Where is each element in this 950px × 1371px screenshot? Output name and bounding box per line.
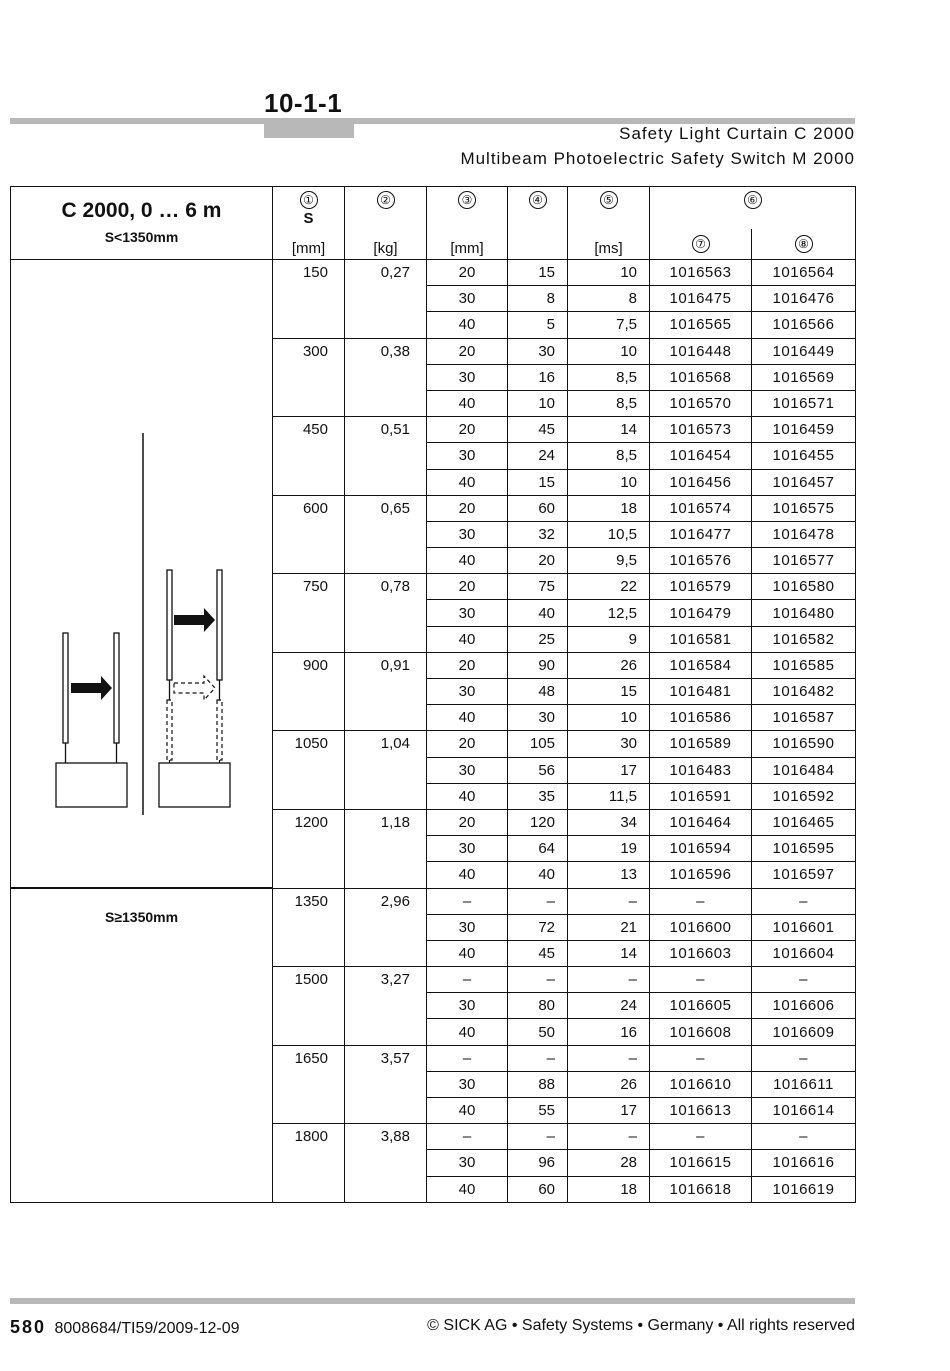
- response-time-value: 8,5: [568, 443, 650, 469]
- scanning-height-value: 150: [273, 260, 345, 339]
- resolution-value: 30: [427, 600, 508, 626]
- article-number-8: 1016478: [752, 521, 856, 547]
- resolution-value: 30: [427, 993, 508, 1019]
- article-number-7: 1016573: [650, 417, 752, 443]
- beam-count-value: 20: [508, 548, 568, 574]
- article-number-7: 1016610: [650, 1071, 752, 1097]
- response-time-value: 8: [568, 286, 650, 312]
- circled-8-icon: ⑧: [795, 235, 813, 253]
- beam-count-value: 55: [508, 1098, 568, 1124]
- article-number-7: 1016475: [650, 286, 752, 312]
- response-time-value: 24: [568, 993, 650, 1019]
- article-number-8: 1016484: [752, 757, 856, 783]
- article-number-8: 1016566: [752, 312, 856, 338]
- scanning-height-value: 750: [273, 574, 345, 653]
- beam-count-value: 90: [508, 652, 568, 678]
- response-time-value: 17: [568, 1098, 650, 1124]
- circled-7-icon: ⑦: [692, 235, 710, 253]
- article-number-8: 1016476: [752, 286, 856, 312]
- resolution-value: 40: [427, 1098, 508, 1124]
- article-number-8: 1016595: [752, 836, 856, 862]
- beam-count-value: 15: [508, 469, 568, 495]
- col-header-2-unit: [kg]: [373, 240, 398, 257]
- resolution-value: 30: [427, 836, 508, 862]
- col-header-8: [752, 229, 856, 259]
- article-number-8: 1016606: [752, 993, 856, 1019]
- footer-docref: [10, 1317, 240, 1338]
- beam-count-value: –: [508, 967, 568, 993]
- article-number-8: 1016601: [752, 914, 856, 940]
- article-number-8: –: [752, 1124, 856, 1150]
- article-number-7: 1016563: [650, 260, 752, 286]
- footer-rule: [10, 1298, 855, 1304]
- beam-count-value: 60: [508, 495, 568, 521]
- article-number-8: 1016604: [752, 940, 856, 966]
- article-number-7: 1016596: [650, 862, 752, 888]
- col-header-6: [650, 187, 856, 230]
- beam-count-value: 35: [508, 783, 568, 809]
- response-time-value: 14: [568, 940, 650, 966]
- weight-value: 3,57: [345, 1045, 427, 1124]
- resolution-value: –: [427, 1124, 508, 1150]
- resolution-value: 40: [427, 469, 508, 495]
- scanning-height-value: 900: [273, 652, 345, 731]
- weight-value: 2,96: [345, 888, 427, 967]
- resolution-value: 30: [427, 364, 508, 390]
- resolution-value: –: [427, 1045, 508, 1071]
- article-number-7: 1016565: [650, 312, 752, 338]
- col-header-1-symbol: S: [303, 210, 314, 227]
- beam-count-value: 40: [508, 862, 568, 888]
- col-header-1: [273, 187, 345, 260]
- article-number-7: 1016579: [650, 574, 752, 600]
- article-number-8: 1016611: [752, 1071, 856, 1097]
- scanning-height-value: 1200: [273, 809, 345, 888]
- beam-count-value: 56: [508, 757, 568, 783]
- circled-1-icon: ①: [300, 191, 318, 209]
- article-number-7: 1016483: [650, 757, 752, 783]
- resolution-value: 20: [427, 652, 508, 678]
- article-number-7: 1016594: [650, 836, 752, 862]
- article-number-7: –: [650, 888, 752, 914]
- article-number-7: 1016615: [650, 1150, 752, 1176]
- article-number-8: 1016480: [752, 600, 856, 626]
- response-time-value: –: [568, 888, 650, 914]
- resolution-value: 20: [427, 809, 508, 835]
- article-number-8: 1016590: [752, 731, 856, 757]
- weight-value: 0,51: [345, 417, 427, 496]
- resolution-value: 30: [427, 914, 508, 940]
- col-header-3-unit: [mm]: [450, 240, 484, 257]
- article-number-8: 1016580: [752, 574, 856, 600]
- resolution-value: 30: [427, 679, 508, 705]
- response-time-value: 18: [568, 1176, 650, 1202]
- range-ge-cell: [11, 888, 273, 1202]
- article-number-7: 1016568: [650, 364, 752, 390]
- article-number-7: 1016600: [650, 914, 752, 940]
- article-number-7: 1016448: [650, 338, 752, 364]
- resolution-value: 30: [427, 757, 508, 783]
- scanning-height-value: 1350: [273, 888, 345, 967]
- scanning-height-value: 450: [273, 417, 345, 496]
- light-curtain-diagram: [11, 260, 273, 890]
- response-time-value: 10: [568, 705, 650, 731]
- beam-count-value: 5: [508, 312, 568, 338]
- response-time-value: –: [568, 1124, 650, 1150]
- beam-count-value: 10: [508, 390, 568, 416]
- col-header-7: [650, 229, 752, 259]
- beam-count-value: 64: [508, 836, 568, 862]
- article-number-7: 1016454: [650, 443, 752, 469]
- subtitle-secondary: Multibeam Photoelectric Safety Switch M 2000: [460, 149, 855, 168]
- article-number-8: 1016564: [752, 260, 856, 286]
- resolution-value: 40: [427, 1176, 508, 1202]
- spec-table: [10, 186, 856, 1203]
- response-time-value: 34: [568, 809, 650, 835]
- article-number-7: 1016576: [650, 548, 752, 574]
- resolution-value: 40: [427, 940, 508, 966]
- article-number-8: 1016465: [752, 809, 856, 835]
- resolution-value: 30: [427, 521, 508, 547]
- resolution-value: 20: [427, 338, 508, 364]
- response-time-value: 18: [568, 495, 650, 521]
- beam-count-value: 24: [508, 443, 568, 469]
- beam-count-value: 8: [508, 286, 568, 312]
- response-time-value: 26: [568, 652, 650, 678]
- doc-reference: 8008684/TI59/2009-12-09: [54, 1320, 240, 1337]
- article-number-7: 1016581: [650, 626, 752, 652]
- response-time-value: 10: [568, 338, 650, 364]
- scanning-height-value: 1650: [273, 1045, 345, 1124]
- response-time-value: 14: [568, 417, 650, 443]
- response-time-value: –: [568, 967, 650, 993]
- article-number-7: 1016603: [650, 940, 752, 966]
- circled-5-icon: ⑤: [600, 191, 618, 209]
- resolution-value: 40: [427, 312, 508, 338]
- article-number-7: 1016574: [650, 495, 752, 521]
- response-time-value: 17: [568, 757, 650, 783]
- resolution-value: –: [427, 967, 508, 993]
- article-number-8: 1016459: [752, 417, 856, 443]
- scanning-height-value: 600: [273, 495, 345, 574]
- beam-count-value: 15: [508, 260, 568, 286]
- beam-count-value: 45: [508, 940, 568, 966]
- resolution-value: 40: [427, 783, 508, 809]
- resolution-value: 20: [427, 260, 508, 286]
- resolution-value: 40: [427, 390, 508, 416]
- response-time-value: 30: [568, 731, 650, 757]
- circled-4-icon: ④: [529, 191, 547, 209]
- resolution-value: 40: [427, 705, 508, 731]
- article-number-8: 1016609: [752, 1019, 856, 1045]
- response-time-value: 8,5: [568, 364, 650, 390]
- article-number-8: 1016587: [752, 705, 856, 731]
- article-number-8: 1016571: [752, 390, 856, 416]
- resolution-value: 30: [427, 443, 508, 469]
- article-number-7: 1016481: [650, 679, 752, 705]
- resolution-value: –: [427, 888, 508, 914]
- response-time-value: 12,5: [568, 600, 650, 626]
- response-time-value: 22: [568, 574, 650, 600]
- weight-value: 0,38: [345, 338, 427, 417]
- col-header-3: [427, 187, 508, 260]
- range-lt-label: S<1350mm: [104, 229, 179, 245]
- model-header-cell: [11, 187, 273, 260]
- beam-count-value: 80: [508, 993, 568, 1019]
- article-number-8: 1016449: [752, 338, 856, 364]
- response-time-value: 28: [568, 1150, 650, 1176]
- beam-count-value: –: [508, 1045, 568, 1071]
- weight-value: 0,65: [345, 495, 427, 574]
- response-time-value: 26: [568, 1071, 650, 1097]
- response-time-value: 21: [568, 914, 650, 940]
- article-number-7: –: [650, 1124, 752, 1150]
- resolution-value: 20: [427, 731, 508, 757]
- article-number-7: 1016584: [650, 652, 752, 678]
- article-number-8: 1016455: [752, 443, 856, 469]
- resolution-value: 40: [427, 862, 508, 888]
- resolution-value: 40: [427, 548, 508, 574]
- scanning-height-value: 1800: [273, 1124, 345, 1203]
- beam-count-value: 72: [508, 914, 568, 940]
- beam-count-value: 60: [508, 1176, 568, 1202]
- weight-value: 0,91: [345, 652, 427, 731]
- article-number-7: 1016589: [650, 731, 752, 757]
- response-time-value: 9,5: [568, 548, 650, 574]
- footer-copyright: © SICK AG • Safety Systems • Germany • All rights reserved: [427, 1317, 855, 1334]
- beam-count-value: 88: [508, 1071, 568, 1097]
- article-number-7: 1016586: [650, 705, 752, 731]
- scanning-height-value: 1050: [273, 731, 345, 810]
- circled-2-icon: ②: [377, 191, 395, 209]
- beam-count-value: 50: [508, 1019, 568, 1045]
- beam-count-value: 48: [508, 679, 568, 705]
- article-number-7: 1016613: [650, 1098, 752, 1124]
- article-number-7: 1016570: [650, 390, 752, 416]
- article-number-8: 1016616: [752, 1150, 856, 1176]
- article-number-8: 1016585: [752, 652, 856, 678]
- article-number-7: 1016477: [650, 521, 752, 547]
- range-ge-label: S≥1350mm: [104, 909, 179, 925]
- col-header-5: [568, 187, 650, 260]
- beam-count-value: 75: [508, 574, 568, 600]
- resolution-value: 30: [427, 1150, 508, 1176]
- weight-value: 0,78: [345, 574, 427, 653]
- article-number-8: 1016597: [752, 862, 856, 888]
- resolution-value: 20: [427, 574, 508, 600]
- article-number-7: –: [650, 967, 752, 993]
- article-number-8: 1016457: [752, 469, 856, 495]
- page-number: 580: [10, 1317, 47, 1337]
- circled-6-icon: ⑥: [744, 191, 762, 209]
- article-number-8: 1016482: [752, 679, 856, 705]
- beam-count-value: –: [508, 1124, 568, 1150]
- article-number-8: 1016619: [752, 1176, 856, 1202]
- article-number-7: 1016464: [650, 809, 752, 835]
- weight-value: 1,04: [345, 731, 427, 810]
- article-number-7: 1016618: [650, 1176, 752, 1202]
- article-number-8: 1016592: [752, 783, 856, 809]
- col-header-2: [345, 187, 427, 260]
- response-time-value: 15: [568, 679, 650, 705]
- weight-value: 1,18: [345, 809, 427, 888]
- section-number: 10-1-1: [264, 88, 343, 118]
- response-time-value: 16: [568, 1019, 650, 1045]
- article-number-8: 1016614: [752, 1098, 856, 1124]
- beam-count-value: 30: [508, 338, 568, 364]
- article-number-7: 1016591: [650, 783, 752, 809]
- resolution-value: 20: [427, 495, 508, 521]
- scanning-height-value: 1500: [273, 967, 345, 1046]
- article-number-8: –: [752, 888, 856, 914]
- article-number-8: –: [752, 1045, 856, 1071]
- article-number-8: –: [752, 967, 856, 993]
- response-time-value: 8,5: [568, 390, 650, 416]
- response-time-value: 7,5: [568, 312, 650, 338]
- response-time-value: 9: [568, 626, 650, 652]
- header-rule-tab: [264, 124, 354, 138]
- resolution-value: 30: [427, 1071, 508, 1097]
- weight-value: 3,27: [345, 967, 427, 1046]
- circled-3-icon: ③: [458, 191, 476, 209]
- beam-count-value: 96: [508, 1150, 568, 1176]
- article-number-7: 1016456: [650, 469, 752, 495]
- beam-count-value: 30: [508, 705, 568, 731]
- resolution-value: 40: [427, 1019, 508, 1045]
- table-row: [11, 888, 856, 914]
- article-number-8: 1016569: [752, 364, 856, 390]
- article-number-7: –: [650, 1045, 752, 1071]
- article-number-8: 1016577: [752, 548, 856, 574]
- col-header-4: [508, 187, 568, 260]
- article-number-7: 1016608: [650, 1019, 752, 1045]
- col-header-1-unit: [mm]: [291, 240, 326, 257]
- col-header-5-unit: [ms]: [594, 240, 623, 257]
- subtitle-primary: Safety Light Curtain C 2000: [619, 124, 855, 143]
- resolution-value: 30: [427, 286, 508, 312]
- beam-count-value: 25: [508, 626, 568, 652]
- resolution-value: 20: [427, 417, 508, 443]
- beam-count-value: 45: [508, 417, 568, 443]
- model-title: C 2000, 0 … 6 m: [61, 199, 222, 222]
- response-time-value: 11,5: [568, 783, 650, 809]
- diagram-cell: [11, 260, 273, 889]
- response-time-value: 10: [568, 260, 650, 286]
- response-time-value: –: [568, 1045, 650, 1071]
- response-time-value: 10: [568, 469, 650, 495]
- beam-count-value: 105: [508, 731, 568, 757]
- article-number-8: 1016575: [752, 495, 856, 521]
- response-time-value: 19: [568, 836, 650, 862]
- scanning-height-value: 300: [273, 338, 345, 417]
- beam-count-value: 40: [508, 600, 568, 626]
- spec-table-body: [11, 260, 856, 1203]
- table-row: [11, 260, 856, 286]
- response-time-value: 10,5: [568, 521, 650, 547]
- resolution-value: 40: [427, 626, 508, 652]
- beam-count-value: –: [508, 888, 568, 914]
- response-time-value: 13: [568, 862, 650, 888]
- article-number-8: 1016582: [752, 626, 856, 652]
- article-number-7: 1016479: [650, 600, 752, 626]
- weight-value: 3,88: [345, 1124, 427, 1203]
- article-number-7: 1016605: [650, 993, 752, 1019]
- beam-count-value: 16: [508, 364, 568, 390]
- weight-value: 0,27: [345, 260, 427, 339]
- beam-count-value: 32: [508, 521, 568, 547]
- beam-count-value: 120: [508, 809, 568, 835]
